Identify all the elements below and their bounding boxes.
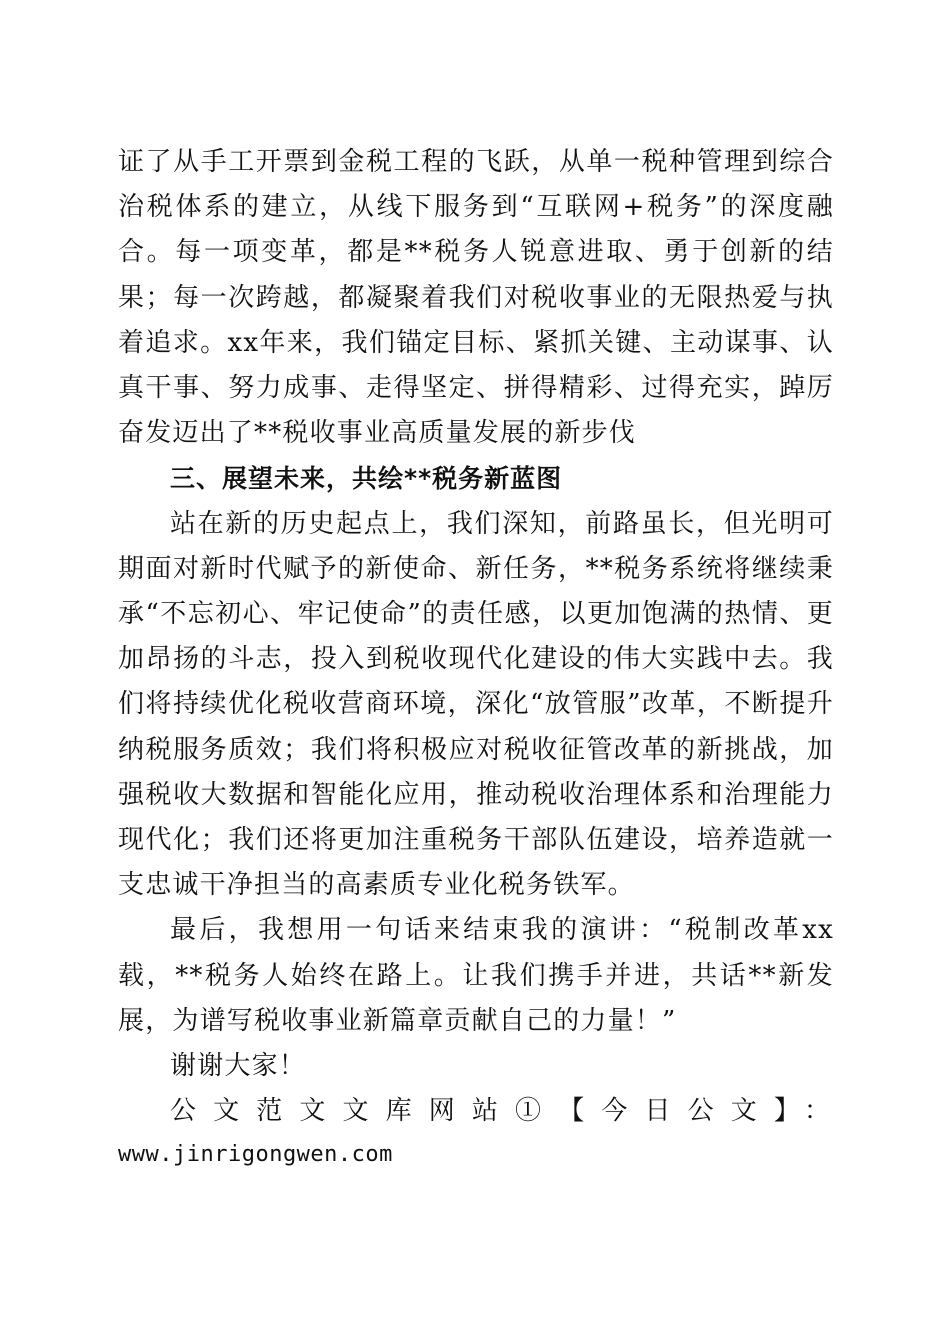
footer-source-label: 公文范文文库网站①【今日公文】：	[170, 1096, 834, 1127]
footer-url-link[interactable]: www.jinrigongwen.com	[118, 1142, 393, 1168]
continued-paragraph: 证了从手工开票到金税工程的飞跃，从单一税种管理到综合治税体系的建立，从线下服务到“互联网+税务”的深度融合。每一项变革，都是**税务人锐意进取、勇于创新的结果；每一次跨越，都凝聚着我们对税收事业的无限热爱与执着追求。xx年来，我们锚定目标、紧抓关键、主动谋事、认真干事、努力成事、走得坚定、拼得精彩、过得充实，踔厉奋发迈出了**税收事业高质量发展的新步伐	[118, 147, 834, 449]
thanks-line: 谢谢大家！	[170, 1051, 307, 1082]
closing-paragraph: 最后，我想用一句话来结束我的演讲：“税制改革xx载，**税务人始终在路上。让我们携手并进，共话**新发展，为谱写税收事业新篇章贡献自己的力量！”	[118, 915, 834, 1036]
document-body	[118, 140, 834, 1176]
body-paragraph: 站在新的历史起点上，我们深知，前路虽长，但光明可期面对新时代赋予的新使命、新任务，**税务系统将继续秉承“不忘初心、牢记使命”的责任感，以更加饱满的热情、更加昂扬的斗志，投入到税收现代化建设的伟大实践中去。我们将持续优化税收营商环境，深化“放管服”改革，不断提升纳税服务质效；我们将积极应对税收征管改革的新挑战，加强税收大数据和智能化应用，推动税收治理体系和治理能力现代化；我们还将更加注重税务干部队伍建设，培养造就一支忠诚干净担当的高素质专业化税务铁军。	[118, 508, 834, 901]
section-heading: 三、展望未来，共绘**税务新蓝图	[170, 464, 563, 494]
